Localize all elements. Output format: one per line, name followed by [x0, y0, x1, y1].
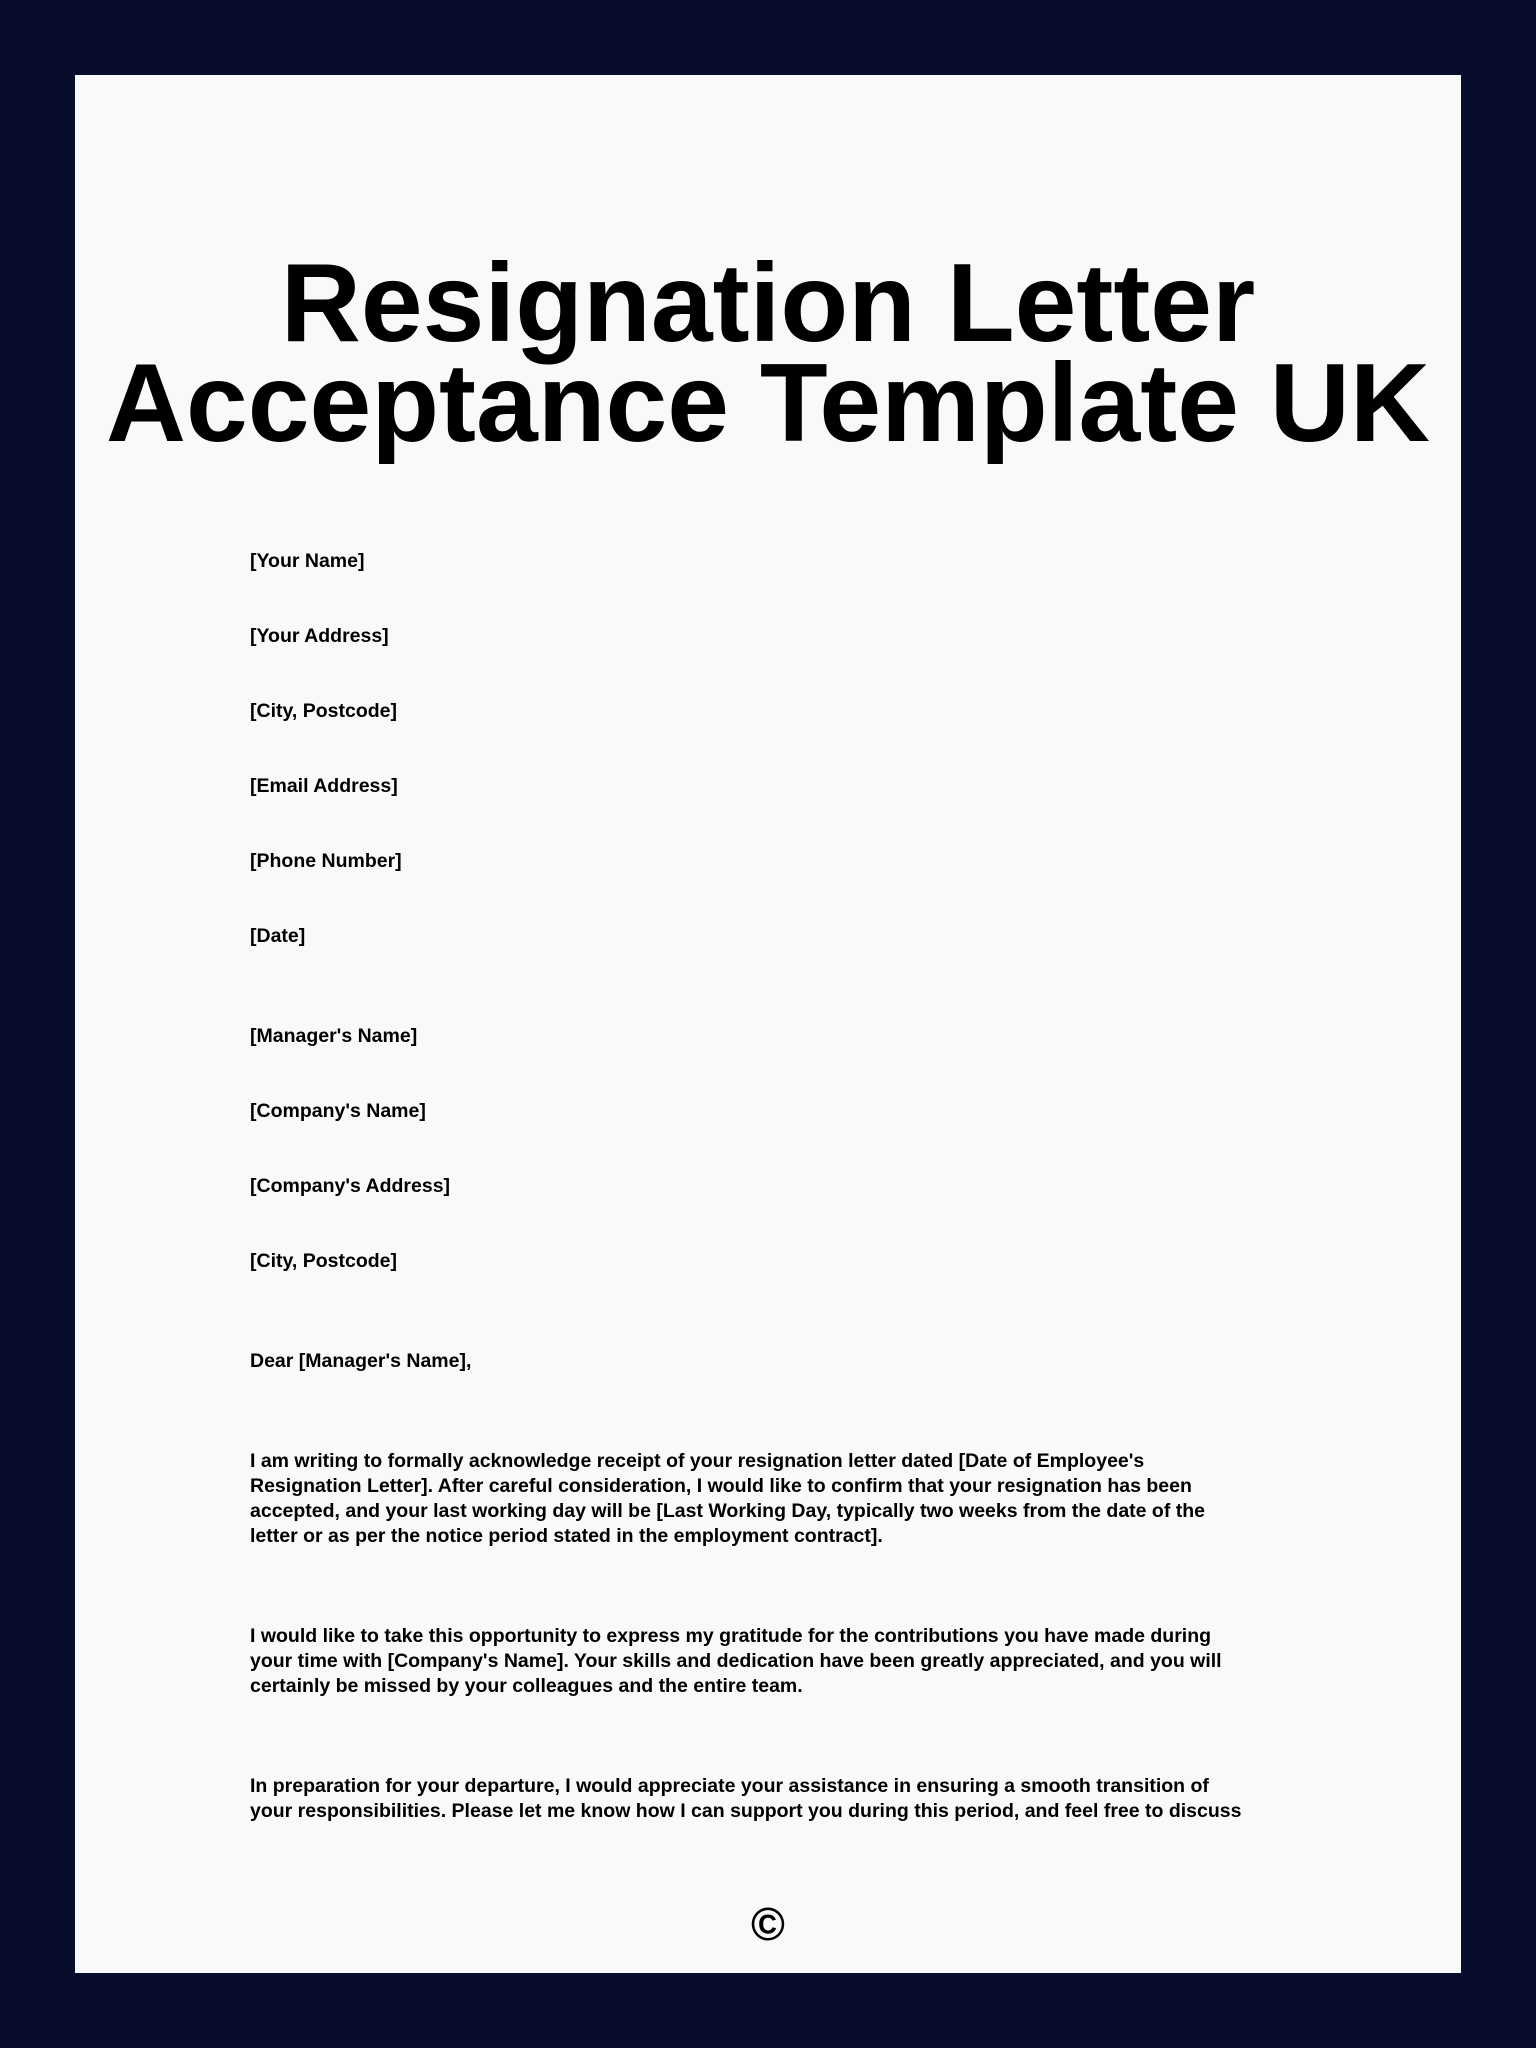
letter-date: [Date]: [250, 925, 306, 947]
recipient-company-address: [Company's Address]: [250, 1175, 451, 1197]
paragraph-line: In preparation for your departure, I would appreciate your assistance in ensuring a smooth transition of: [250, 1775, 1209, 1797]
copyright-icon: ©: [751, 1898, 785, 1950]
paragraph-gratitude: [250, 1624, 1320, 1774]
recipient-manager-name: [Manager's Name]: [250, 1025, 418, 1047]
paragraph-line: your time with [Company's Name]. Your skills and dedication have been greatly appreciated, and you will: [250, 1650, 1222, 1672]
paragraph-line: accepted, and your last working day will be [Last Working Day, typically two weeks from the date of the: [250, 1500, 1205, 1522]
page-title: [75, 241, 1461, 465]
title-line-2: Acceptance Template UK: [105, 341, 1431, 465]
paragraph-line: your responsibilities. Please let me know how I can support you during this period, and feel free to discuss: [250, 1800, 1242, 1822]
paragraph-line: letter or as per the notice period stated in the employment contract].: [250, 1525, 883, 1547]
sender-address: [Your Address]: [250, 625, 389, 647]
sender-address-block: [250, 549, 1350, 999]
recipient-company-name: [Company's Name]: [250, 1100, 426, 1122]
paragraph-line: I would like to take this opportunity to express my gratitude for the contributions you have made during: [250, 1625, 1212, 1647]
sender-email: [Email Address]: [250, 775, 398, 797]
sender-city-postcode: [City, Postcode]: [250, 700, 397, 722]
paragraph-line: certainly be missed by your colleagues and the entire team.: [250, 1675, 803, 1697]
recipient-city-postcode: [City, Postcode]: [250, 1250, 397, 1272]
letter-body: [250, 549, 1350, 1824]
sender-name: [Your Name]: [250, 550, 365, 572]
paragraph-line: I am writing to formally acknowledge receipt of your resignation letter dated [Date of Employee's: [250, 1450, 1145, 1472]
paragraph-line: Resignation Letter]. After careful consideration, I would like to confirm that your resignation has been: [250, 1475, 1192, 1497]
recipient-address-block: [250, 1024, 1350, 1324]
paragraph-acknowledgement: [250, 1449, 1320, 1624]
paragraph-transition: [250, 1774, 1320, 1824]
sender-phone: [Phone Number]: [250, 850, 402, 872]
letter-page: [75, 75, 1461, 1973]
title-line-1: Resignation Letter: [280, 241, 1256, 365]
salutation: Dear [Manager's Name],: [250, 1350, 472, 1372]
